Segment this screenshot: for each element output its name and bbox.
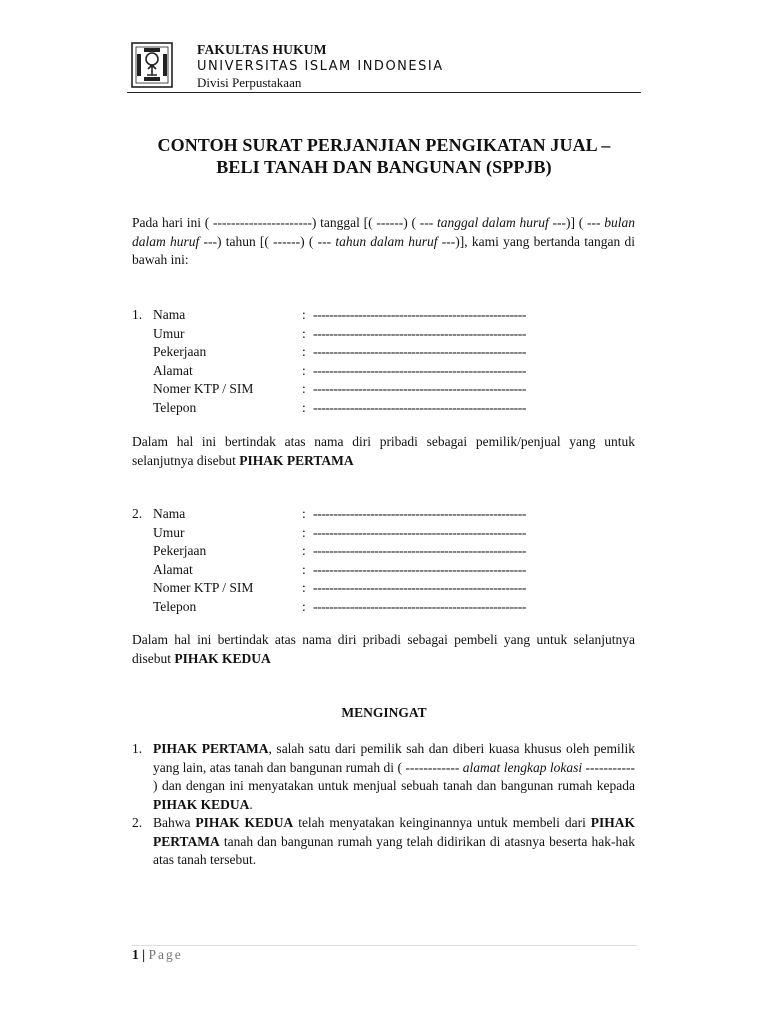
- field-label: Nomer KTP / SIM: [153, 381, 254, 396]
- university-name: UNIVERSITAS ISLAM INDONESIA: [197, 59, 444, 74]
- field-label: Nama: [153, 307, 186, 322]
- field-blank: ----------------------------------------------------: [313, 506, 526, 521]
- field-label: Umur: [153, 524, 185, 540]
- field-label: Alamat: [153, 362, 193, 378]
- field-blank: ----------------------------------------------------: [313, 524, 526, 540]
- field-label: Pekerjaan: [153, 543, 207, 558]
- field-blank: ----------------------------------------------------: [313, 543, 526, 558]
- field-row: [132, 380, 562, 399]
- document-title-line2: BELI TANAH DAN BANGUNAN (SPPJB): [216, 157, 552, 177]
- party2-statement: Dalam hal ini bertindak atas nama diri pribadi sebagai pembeli yang untuk selanjutnya disebut PIHAK KEDUA: [132, 632, 635, 666]
- field-row: [132, 579, 562, 598]
- field-colon: :: [302, 325, 306, 341]
- field-row: [132, 505, 562, 524]
- page-number: 1: [132, 947, 139, 962]
- field-row: [132, 343, 562, 362]
- document-title-line1: CONTOH SURAT PERJANJIAN PENGIKATAN JUAL –: [157, 135, 611, 155]
- field-colon: :: [302, 344, 306, 359]
- field-blank: ----------------------------------------------------: [313, 307, 526, 322]
- party2-fields: [132, 505, 562, 616]
- field-label: Telepon: [153, 399, 197, 415]
- field-label: Alamat: [153, 561, 193, 577]
- field-row: [132, 325, 562, 344]
- party1-fields: [132, 306, 562, 417]
- field-colon: :: [302, 598, 306, 614]
- field-colon: :: [302, 381, 306, 396]
- party2-designation: PIHAK KEDUA: [174, 650, 271, 666]
- list-item: 1. PIHAK PERTAMA, salah satu dari pemilik sah dan diberi kuasa khusus oleh pemilik yang lain, atas tanah dan bangunan rumah di ( ------------ alamat lengkap lokasi ----------- ) dan dengan ini menyatakan untuk menjual sebuah tanah dan bangunan rumah kepada PIHAK KEDUA.: [132, 741, 636, 812]
- division-name: Divisi Perpustakaan: [197, 75, 302, 90]
- field-row: [132, 306, 562, 325]
- field-row: [132, 399, 562, 418]
- field-row: [132, 598, 562, 617]
- section-heading-mengingat: MENGINGAT: [341, 705, 427, 720]
- field-blank: ----------------------------------------------------: [313, 598, 526, 614]
- field-label: Nomer KTP / SIM: [153, 580, 254, 595]
- page-footer: [132, 947, 183, 963]
- party-number: 2.: [132, 506, 143, 521]
- field-label: Umur: [153, 325, 185, 341]
- university-seal-logo: [131, 42, 173, 88]
- party1-designation: PIHAK PERTAMA: [239, 452, 354, 468]
- field-blank: ----------------------------------------------------: [313, 561, 526, 577]
- field-row: [132, 561, 562, 580]
- list-item: 2. Bahwa PIHAK KEDUA telah menyatakan keinginannya untuk membeli dari PIHAK PERTAMA tanah dan bangunan rumah yang telah didirikan di atasnya beserta hak-hak atas tanah tersebut.: [132, 815, 635, 867]
- field-row: [132, 362, 562, 381]
- field-blank: ----------------------------------------------------: [313, 399, 526, 415]
- footer-divider: [132, 945, 637, 946]
- mengingat-list: [132, 740, 635, 870]
- field-blank: ----------------------------------------------------: [313, 344, 526, 359]
- opening-paragraph: Pada hari ini ( ----------------------) tanggal [( ------) ( --- tanggal dalam huruf ---)] ( --- bulan dalam huruf ---) tahun [( ------) ( --- tahun dalam huruf ---)], kami yang bertanda tangan di bawah ini:: [132, 215, 635, 267]
- field-label: Telepon: [153, 598, 197, 614]
- field-row: [132, 542, 562, 561]
- field-blank: ----------------------------------------------------: [313, 381, 526, 396]
- letterhead: [127, 40, 641, 93]
- party-number: 1.: [132, 307, 143, 322]
- field-colon: :: [302, 524, 306, 540]
- field-blank: ----------------------------------------------------: [313, 362, 526, 378]
- field-colon: :: [302, 543, 306, 558]
- field-row: [132, 524, 562, 543]
- footer-separator: |: [142, 947, 146, 962]
- field-label: Nama: [153, 506, 186, 521]
- field-blank: ----------------------------------------------------: [313, 325, 526, 341]
- field-colon: :: [302, 580, 306, 595]
- field-colon: :: [302, 561, 306, 577]
- field-colon: :: [302, 399, 306, 415]
- field-colon: :: [302, 506, 306, 521]
- field-blank: ----------------------------------------------------: [313, 580, 526, 595]
- party1-statement: Dalam hal ini bertindak atas nama diri pribadi sebagai pemilik/penjual yang untuk selanjutnya disebut PIHAK PERTAMA: [132, 434, 635, 468]
- faculty-name: FAKULTAS HUKUM: [197, 42, 327, 57]
- field-colon: :: [302, 362, 306, 378]
- page-word: Page: [148, 947, 183, 962]
- field-label: Pekerjaan: [153, 344, 207, 359]
- field-colon: :: [302, 307, 306, 322]
